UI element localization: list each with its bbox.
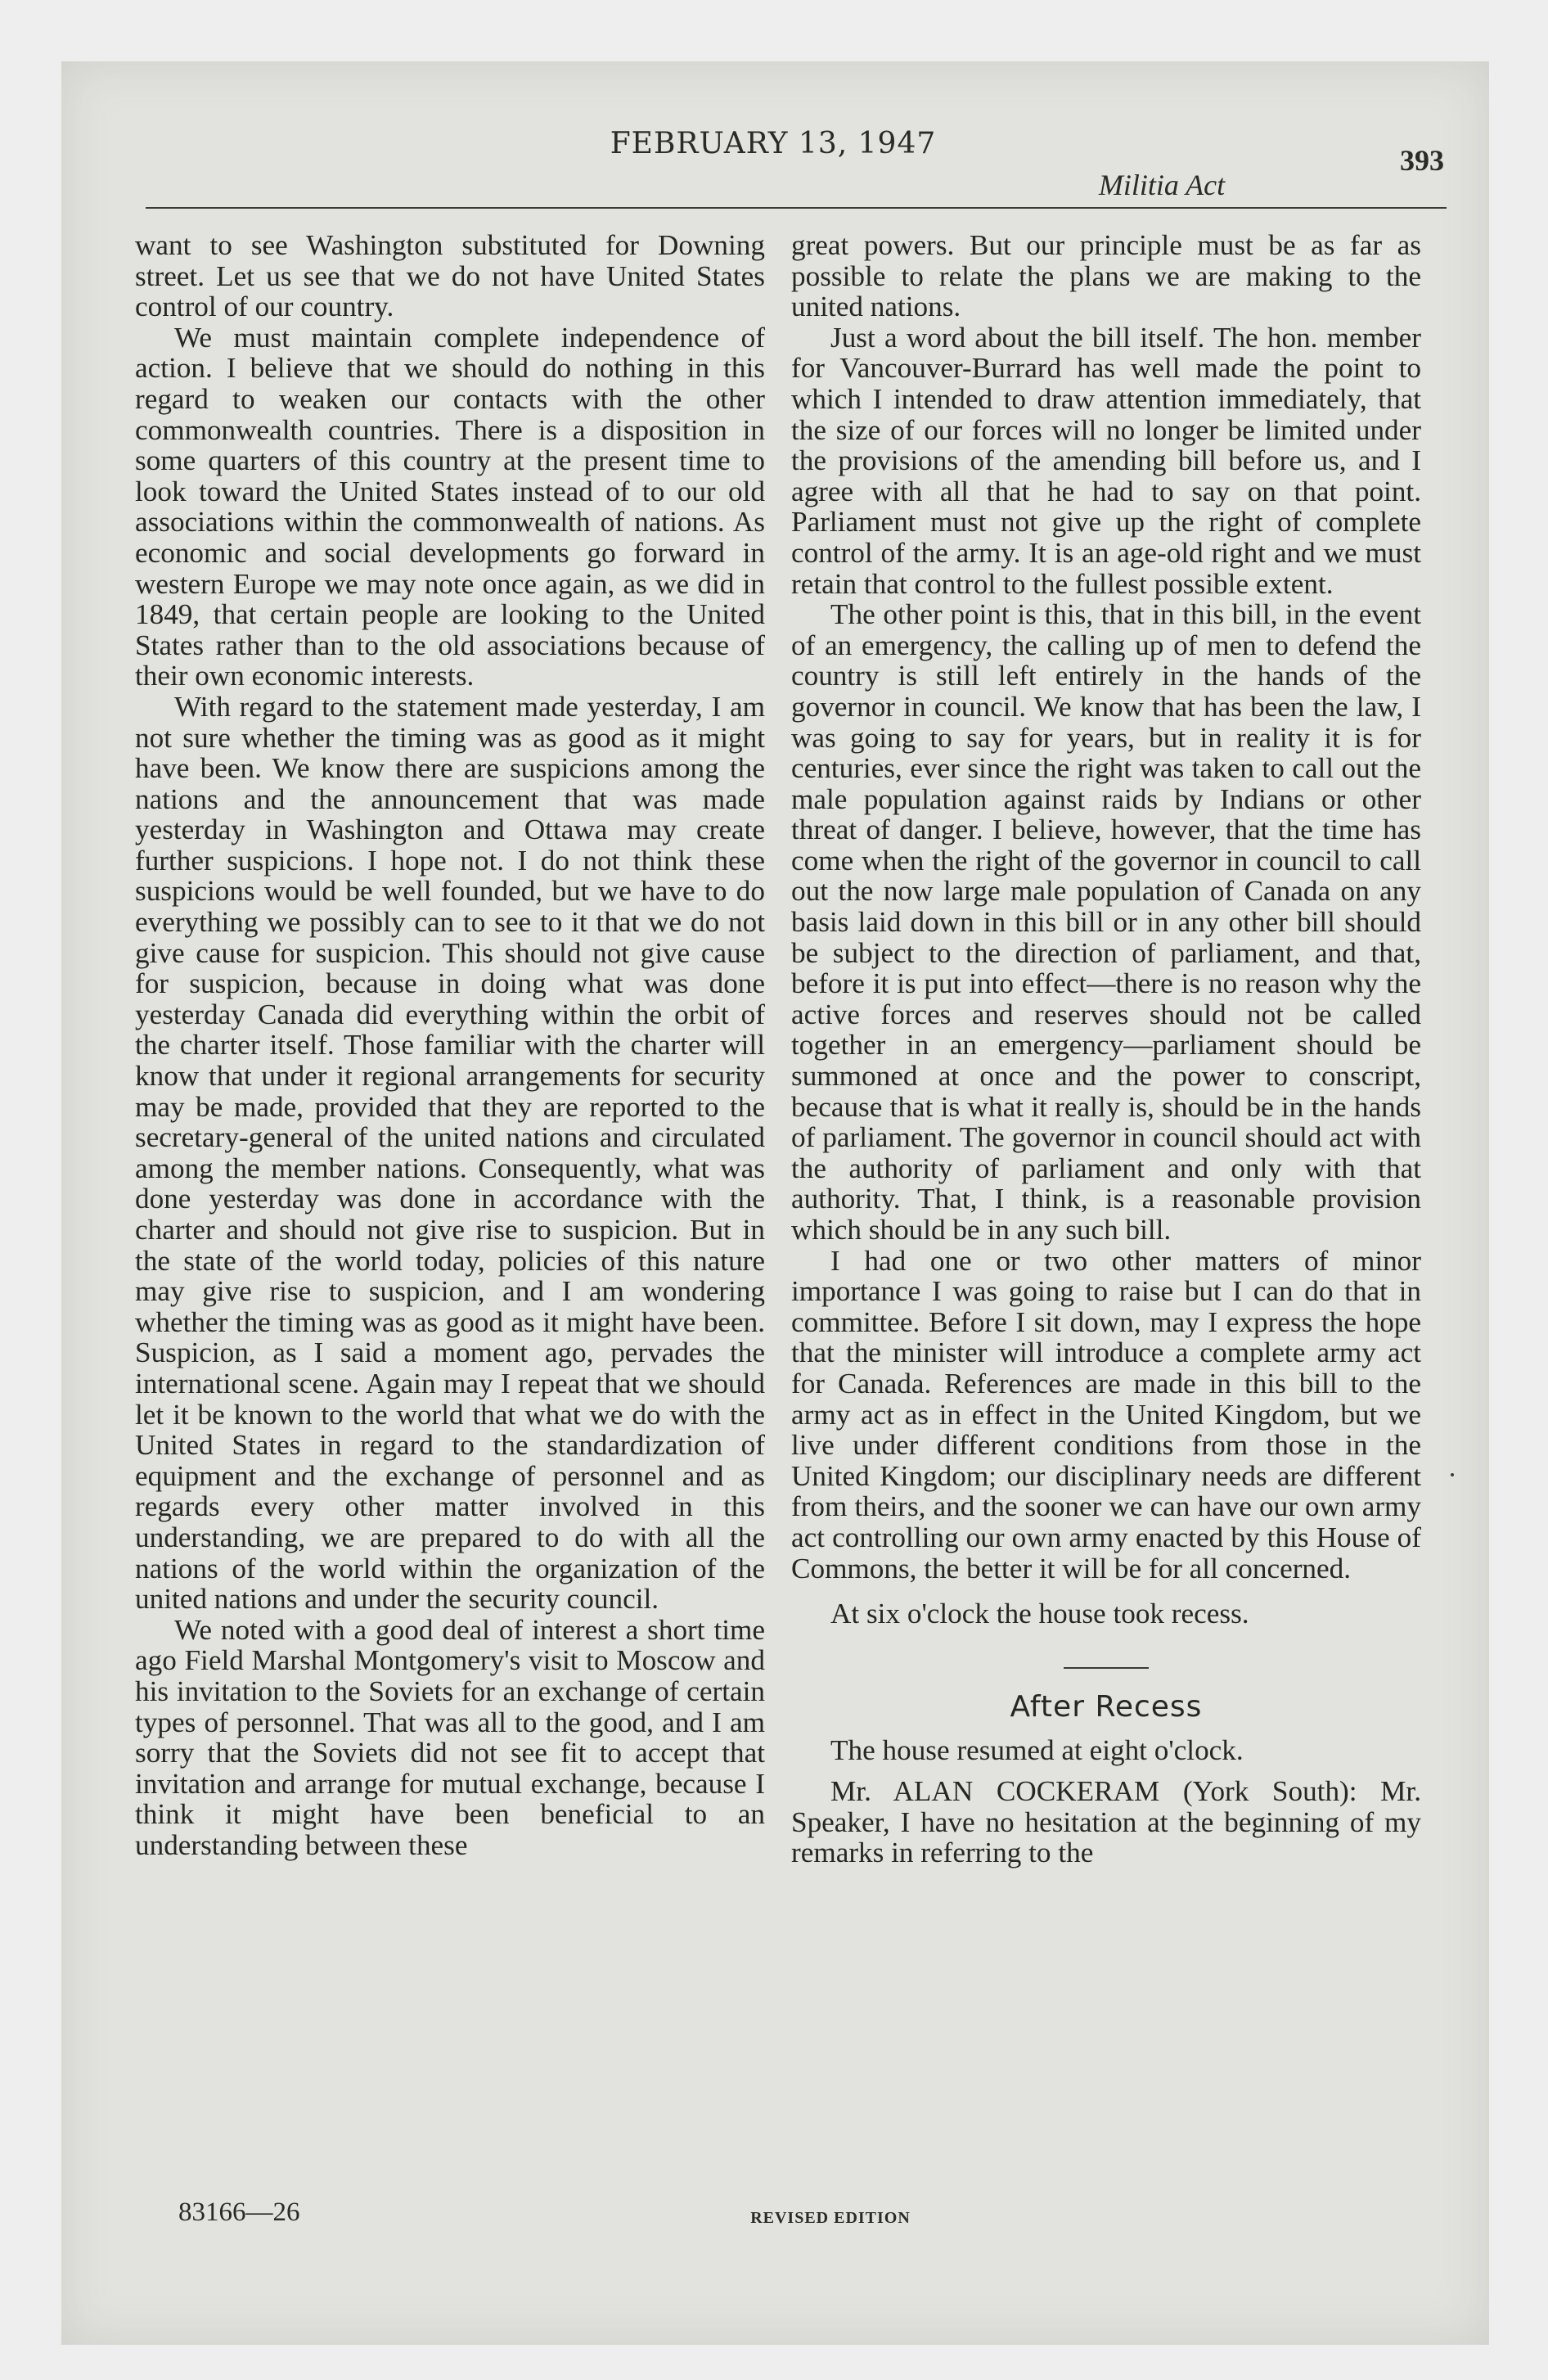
section-heading: After Recess: [1010, 1689, 1203, 1724]
paragraph: great powers. But our principle must be as far as possible to relate the plans we are making to the united nations.: [791, 229, 1421, 323]
page-number: 393: [1400, 144, 1444, 177]
margin-mark: [1451, 1473, 1454, 1476]
scanned-page: [61, 61, 1489, 2345]
right-column: [791, 230, 1421, 1868]
recess-notice: At six o'clock the house took recess.: [830, 1598, 1249, 1630]
header-rule: [146, 207, 1447, 209]
paragraph: want to see Washington substituted for Downing street. Let us see that we do not have United States control of our country.: [135, 229, 765, 323]
paragraph: With regard to the statement made yesterday, I am not sure whether the timing was as good as it might have been. We know there are suspicions among the nations and the announcement that was made yesterday in Washington and Ottawa may create further suspicions. I hope not. I do not think these suspicions would be well founded, but we have to do everything we possibly can to see to it that we do not give cause for suspicion. This should not give cause for suspicion, because in doing what was done yesterday Canada did everything within the orbit of the charter itself. Those familiar with the charter will know that under it regional arrangements for security may be made, provided that they are reported to the secretary-general of the united nations and circulated among the member nations. Consequently, what was done yesterday was done in accordance with the charter and should not give rise to suspicion. But in the state of the world today, policies of this nature may give rise to suspicion, and I am wondering whether the timing was as good as it might have been. Suspicion, as I said a moment ago, pervades the international scene. Again may I repeat that we should let it be known to the world that what we do with the United States in regard to the standardization of equipment and the exchange of personnel and as regards every other matter involved in this understanding, we are prepared to do with all the nations of the world within the organization of the united nations and under the security council.: [135, 690, 765, 1616]
header-section-title: Militia Act: [1098, 169, 1226, 201]
resumed-notice: The house resumed at eight o'clock.: [830, 1734, 1244, 1767]
paragraph: I had one or two other matters of minor importance I was going to raise but I can do that in committee. Before I sit down, may I express the hope that the minister will introduce a complete army act for Canada. References are made in this bill to the army act as in effect in the United Kingdom, but we live under different conditions from those in the United Kingdom; our disciplinary needs are different from theirs, and the sooner we can have our own army act controlling our own army enacted by this House of Commons, the better it will be for all concerned.: [791, 1244, 1421, 1584]
printer-signature: 83166—26: [178, 2197, 300, 2227]
paragraph: We must maintain complete independence of action. I believe that we should do nothing in this regard to weaken our contacts with the other commonwealth countries. There is a disposition in some quarters of this country at the present time to look toward the United States instead of to our old associations within the commonwealth of nations. As economic and social developments go forward in western Europe we may note once again, as we did in 1849, that certain people are looking to the United States rather than to the old associations because of their own economic interests.: [135, 321, 765, 692]
left-column: [135, 230, 765, 1860]
paragraph: Just a word about the bill itself. The hon. member for Vancouver-Burrard has well made the point to which I intended to draw attention immediately, that the size of our forces will no longer be limited under the provisions of the amending bill before us, and I agree with all that he had to say on that point. Parliament must not give up the right of complete control of the army. It is an age-old right and we must retain that control to the fullest possible extent.: [791, 321, 1421, 600]
section-divider: [1064, 1667, 1149, 1669]
paragraph: The other point is this, that in this bill, in the event of an emergency, the calling up of men to defend the country is still left entirely in the hands of the governor in council. We know that has been the law, I was going to say for years, but in reality it is for centuries, ever since the right was taken to call out the male population against raids by Indians or other threat of danger. I believe, however, that the time has come when the right of the governor in council to call out the now large male population of Canada on any basis laid down in this bill or in any other bill should be subject to the direction of parliament, and that, before it is put into effect—there is no reason why the active forces and reserves should not be called together in an emergency—parliament should be summoned at once and the power to conscript, because that is what it really is, should be in the hands of parliament. The governor in council should act with the authority of parliament and only with that authority. That, I think, is a reasonable provision which should be in any such bill.: [791, 598, 1421, 1246]
header-date: FEBRUARY 13, 1947: [610, 127, 937, 160]
paragraph: Mr. ALAN COCKERAM (York South): Mr. Speaker, I have no hesitation at the beginning of my remarks in referring to the: [791, 1774, 1421, 1869]
paragraph: We noted with a good deal of interest a short time ago Field Marshal Montgomery's visit to Moscow and his invitation to the Soviets for an exchange of certain types of personnel. That was all to the good, and I am sorry that the Soviets did not see fit to accept that invitation and arrange for mutual exchange, because I think it might have been beneficial to an understanding between these: [135, 1613, 765, 1861]
edition-label: REVISED EDITION: [750, 2209, 911, 2227]
